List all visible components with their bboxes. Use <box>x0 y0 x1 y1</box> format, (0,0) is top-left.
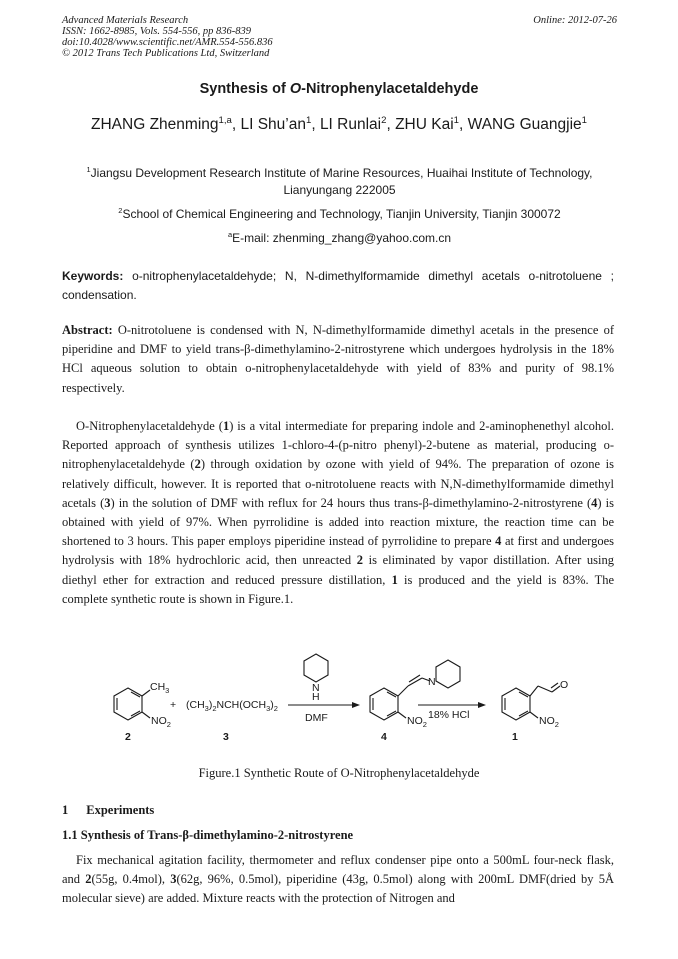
compound-ref: 4 <box>495 534 502 549</box>
compound-label-1: 1 <box>512 731 518 743</box>
author-sep: , <box>311 116 320 133</box>
author-name: ZHU Kai <box>395 116 454 133</box>
author-sup: 2 <box>381 114 387 126</box>
author-sep: , <box>459 116 468 133</box>
subsection-heading-1-1: 1.1 Synthesis of Trans-β-dimethylamino-2-nitrostyrene <box>62 828 354 842</box>
title-rest: -Nitrophenylacetaldehyde <box>301 81 479 97</box>
section-title: Experiments <box>86 803 155 817</box>
author-name: ZHANG Zhenming <box>91 116 219 133</box>
compound-ref: 2 <box>194 457 201 472</box>
journal-name: Advanced Materials Research <box>62 15 189 26</box>
experiment-text: Fix mechanical agitation facility, thermometer and reflux condenser pipe onto a 500mL four-neck flask, and <box>62 853 614 887</box>
compound-label-4: 4 <box>381 731 387 743</box>
section-heading-1 <box>62 803 154 818</box>
aff2-text: School of Chemical Engineering and Technology, Tianjin University, Tianjin 300072 <box>122 207 561 221</box>
compound-4-structure <box>370 660 460 743</box>
author-sup: 1 <box>581 114 587 126</box>
hcl-label: 18% HCl <box>428 709 470 721</box>
email-text: E-mail: zhenming_zhang@yahoo.com.cn <box>232 231 452 245</box>
experiment-text: (62g, 96%, 0.5mol), piperidine (43g, 0.5mol) along with 200mL DMF(dried by 5Å molecular sieve) are added. Mixture reacts with the protection of Nitrogen and <box>62 872 614 906</box>
reaction-scheme <box>62 648 617 748</box>
intro-text: at first and undergoes hydrolysis with 18% hydrochloric acid, then unreacted <box>62 534 614 568</box>
section-number: 1 <box>62 803 69 817</box>
compound-label-2: 2 <box>125 731 131 743</box>
online-date: Online: 2012-07-26 <box>533 15 617 26</box>
intro-text: ) is obtained with yield of 97%. When pyrrolidine is added into reaction mixture, the reaction time can be shortened to 3 hours. This paper employs piperidine instead of pyrrolidine to prepare <box>62 495 614 549</box>
aff2-sup: 2 <box>118 206 123 215</box>
aff1-line1: Jiangsu Development Research Institute of Marine Resources, Huaihai Institute of Technology, <box>90 166 593 180</box>
doi-line: doi:10.4028/www.scientific.net/AMR.554-556.836 <box>62 37 273 48</box>
title-prefix: Synthesis of <box>199 81 290 97</box>
nitro-label: $NO_2$ <box>539 715 559 729</box>
author-sup: 1 <box>453 114 460 126</box>
author-sup: 1 <box>305 114 312 126</box>
compound-label-3: 3 <box>223 731 229 743</box>
intro-text: ) through oxidation by ozone with yield of 94%. The preparation of ozone is relatively difficult, however. It is reported that o-nitrotoluene reacts with N,N-dimethylformamide dimethyl acetals ( <box>62 457 614 510</box>
author-sup: 1,a <box>218 114 232 126</box>
compound-ref: 4 <box>591 495 598 510</box>
compound-ref: 3 <box>170 872 177 887</box>
paper-title <box>0 81 678 97</box>
piperidine-structure <box>304 654 328 703</box>
compound-ref: 1 <box>222 419 230 433</box>
aff1-sup: 1 <box>86 165 91 174</box>
reagent-3-formula: $(CH_3)_2NCH(OCH_3)_2$ <box>186 699 278 713</box>
compound-ref: 3 <box>104 495 111 510</box>
nitro-label: $NO_2$ <box>151 715 171 729</box>
compound-ref: 2 <box>356 553 363 568</box>
aldehyde-o-label: O <box>560 679 569 691</box>
email-sup: a <box>227 230 233 239</box>
aff1-line2: Lianyungang 222005 <box>283 183 396 197</box>
compound-ref: 1 <box>391 572 398 587</box>
abstract-text: O-nitrotoluene is condensed with N, N-dimethylformamide dimethyl acetals in the presence of piperidine and DMF to yield trans-β-dimethylamino-2-nitrostyrene which undergoes hydrolysis in the 18% HCl aqueous solution to obtain o-nitrophenylacetaldehyde with yield of 83% and purity of 98.1% respectively. <box>62 323 614 395</box>
affiliation-2 <box>62 206 617 223</box>
nitro-label: $NO_2$ <box>407 715 427 729</box>
experiment-paragraph <box>62 851 614 909</box>
compound-ref: 2 <box>85 872 92 887</box>
experiment-text: (55g, 0.4mol), <box>91 872 171 887</box>
intro-text: ) is a vital intermediate for preparing indole and 2-aminophenethyl alcohol. Reported approach of synthesis utilizes 1-chloro-4-(p-nitro phenyl)-2-butene as material, producing o-nitrophenylacetaldehyde ( <box>62 419 614 472</box>
affiliation-1 <box>62 165 617 199</box>
intro-text: is produced and the yield is 83%. The complete synthetic route is shown in Figure.1. <box>62 572 614 606</box>
abstract <box>62 321 614 398</box>
arrow-head-2 <box>478 702 486 708</box>
title-italic: O <box>289 81 302 97</box>
keywords-text: o-nitrophenylacetaldehyde; N, N-dimethylformamide dimethyl acetals o-nitrotoluene ; condensation. <box>62 269 614 302</box>
journal-header <box>62 15 617 59</box>
email-line <box>62 230 617 247</box>
dmf-label: DMF <box>305 712 328 724</box>
author-name: LI Shu’an <box>240 116 306 133</box>
keywords-label: Keywords: <box>62 269 124 283</box>
abstract-label: Abstract: <box>62 323 113 337</box>
compound-2-structure <box>114 681 171 743</box>
intro-text: is eliminated by vapor distillation. After using diethyl ether for extraction and reduced pressure distillation, <box>62 553 614 587</box>
arrow-head-1 <box>352 702 360 708</box>
plus-sign: + <box>170 699 177 711</box>
compound-1-structure <box>502 679 568 743</box>
intro-text: O-Nitrophenylacetaldehyde ( <box>76 419 223 433</box>
author-name: WANG Guangjie <box>467 116 582 133</box>
intro-text: ) in the solution of DMF with reflux for 24 hours thus trans-β-dimethylamino-2-nitrostyrene ( <box>110 495 592 510</box>
product-n-label: N <box>428 676 436 688</box>
copyright-line: © 2012 Trans Tech Publications Ltd, Switzerland <box>62 48 270 59</box>
scheme-svg <box>62 648 617 748</box>
methyl-label: $CH_3$ <box>150 681 170 695</box>
piperidine-h-label: H <box>312 691 320 703</box>
keywords <box>62 267 614 305</box>
piperidine-n-label: N <box>312 682 320 694</box>
figure-caption: Figure.1 Synthetic Route of O-Nitrophenylacetaldehyde <box>198 766 480 780</box>
intro-paragraph <box>62 417 614 609</box>
author-name: LI Runlai <box>319 116 382 133</box>
author-sep: , <box>231 116 241 133</box>
issn-line: ISSN: 1662-8985, Vols. 554-556, pp 836-839 <box>62 26 251 37</box>
author-list <box>0 116 678 134</box>
author-sep: , <box>386 116 396 133</box>
